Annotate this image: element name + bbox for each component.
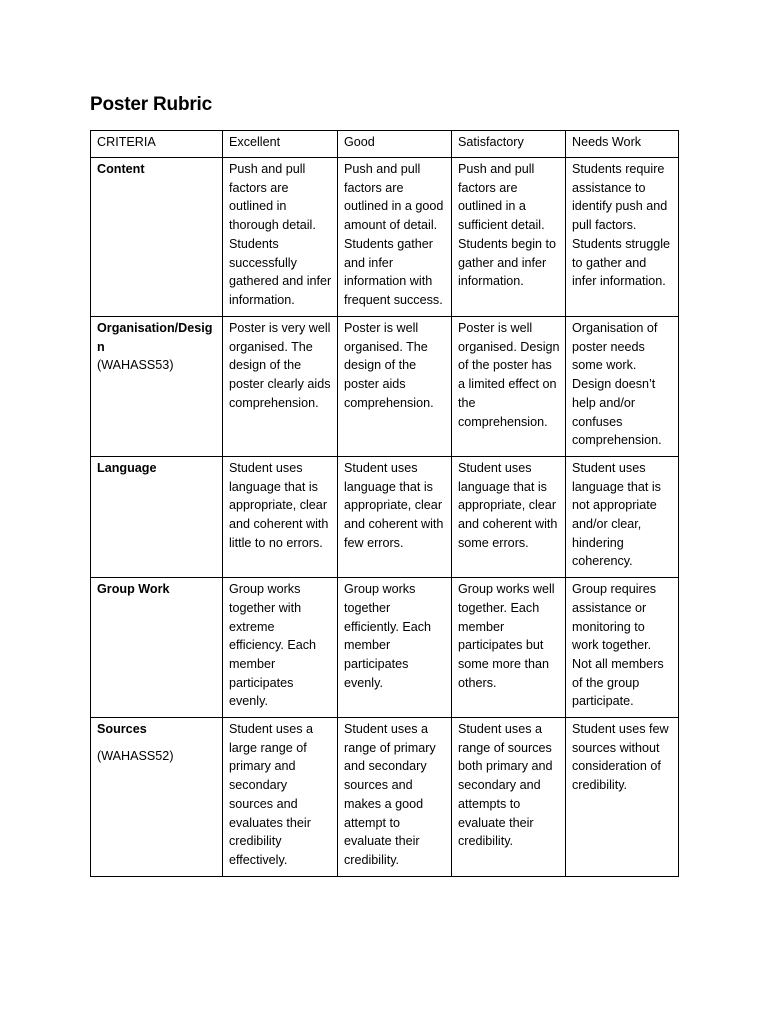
column-header-good: Good [338,131,452,158]
criterion-code: (WAHASS53) [97,358,174,373]
satisfactory-cell: Push and pull factors are outlined in a sufficient detail. Students begin to gather and infer information. [452,158,566,317]
excellent-cell: Group works together with extreme efficiency. Each member participates evenly. [223,578,338,718]
criterion-name: Organisation/Design [97,321,213,354]
needs-work-cell: Students require assistance to identify push and pull factors. Students struggle to gather and infer information. [566,158,679,317]
table-row [91,317,679,457]
satisfactory-cell: Student uses language that is appropriate, clear and coherent with some errors. [452,456,566,577]
column-header-criteria: CRITERIA [91,131,223,158]
good-cell: Poster is well organised. The design of the poster aids comprehension. [338,317,452,457]
criterion-cell [91,158,223,317]
needs-work-cell: Organisation of poster needs some work. Design doesn’t help and/or confuses comprehension. [566,317,679,457]
column-header-satisfactory: Satisfactory [452,131,566,158]
good-cell: Student uses language that is appropriate, clear and coherent with few errors. [338,456,452,577]
criterion-name: Language [97,460,157,475]
good-cell: Group works together efficiently. Each member participates evenly. [338,578,452,718]
needs-work-cell: Student uses language that is not appropriate and/or clear, hindering coherency. [566,456,679,577]
criterion-code: (WAHASS52) [97,748,174,763]
satisfactory-cell: Student uses a range of sources both primary and secondary and attempts to evaluate their credibility. [452,718,566,877]
excellent-cell: Poster is very well organised. The design of the poster clearly aids comprehension. [223,317,338,457]
satisfactory-cell: Poster is well organised. Design of the poster has a limited effect on the comprehension. [452,317,566,457]
needs-work-cell: Group requires assistance or monitoring to work together. Not all members of the group participate. [566,578,679,718]
criterion-cell [91,578,223,718]
column-header-excellent: Excellent [223,131,338,158]
excellent-cell: Student uses a large range of primary and secondary sources and evaluates their credibility effectively. [223,718,338,877]
page-title: Poster Rubric [90,94,212,115]
excellent-cell: Push and pull factors are outlined in thorough detail. Students successfully gathered and infer information. [223,158,338,317]
criterion-name: Group Work [97,582,170,597]
needs-work-cell: Student uses few sources without consideration of credibility. [566,718,679,877]
table-row [91,158,679,317]
table-row [91,718,679,877]
criterion-name: Sources [97,722,147,737]
table-row [91,456,679,577]
header-row [91,131,679,158]
criterion-name: Content [97,162,145,176]
criterion-cell [91,317,223,457]
table-row [91,578,679,718]
good-cell: Student uses a range of primary and secondary sources and makes a good attempt to evaluate their credibility. [338,718,452,877]
satisfactory-cell: Group works well together. Each member participates but some more than others. [452,578,566,718]
good-cell: Push and pull factors are outlined in a good amount of detail. Students gather and infer information with frequent success. [338,158,452,317]
criterion-cell [91,456,223,577]
excellent-cell: Student uses language that is appropriate, clear and coherent with little to no errors. [223,456,338,577]
rubric-table [90,130,679,877]
criterion-cell [91,718,223,877]
column-header-needs-work: Needs Work [566,131,679,158]
